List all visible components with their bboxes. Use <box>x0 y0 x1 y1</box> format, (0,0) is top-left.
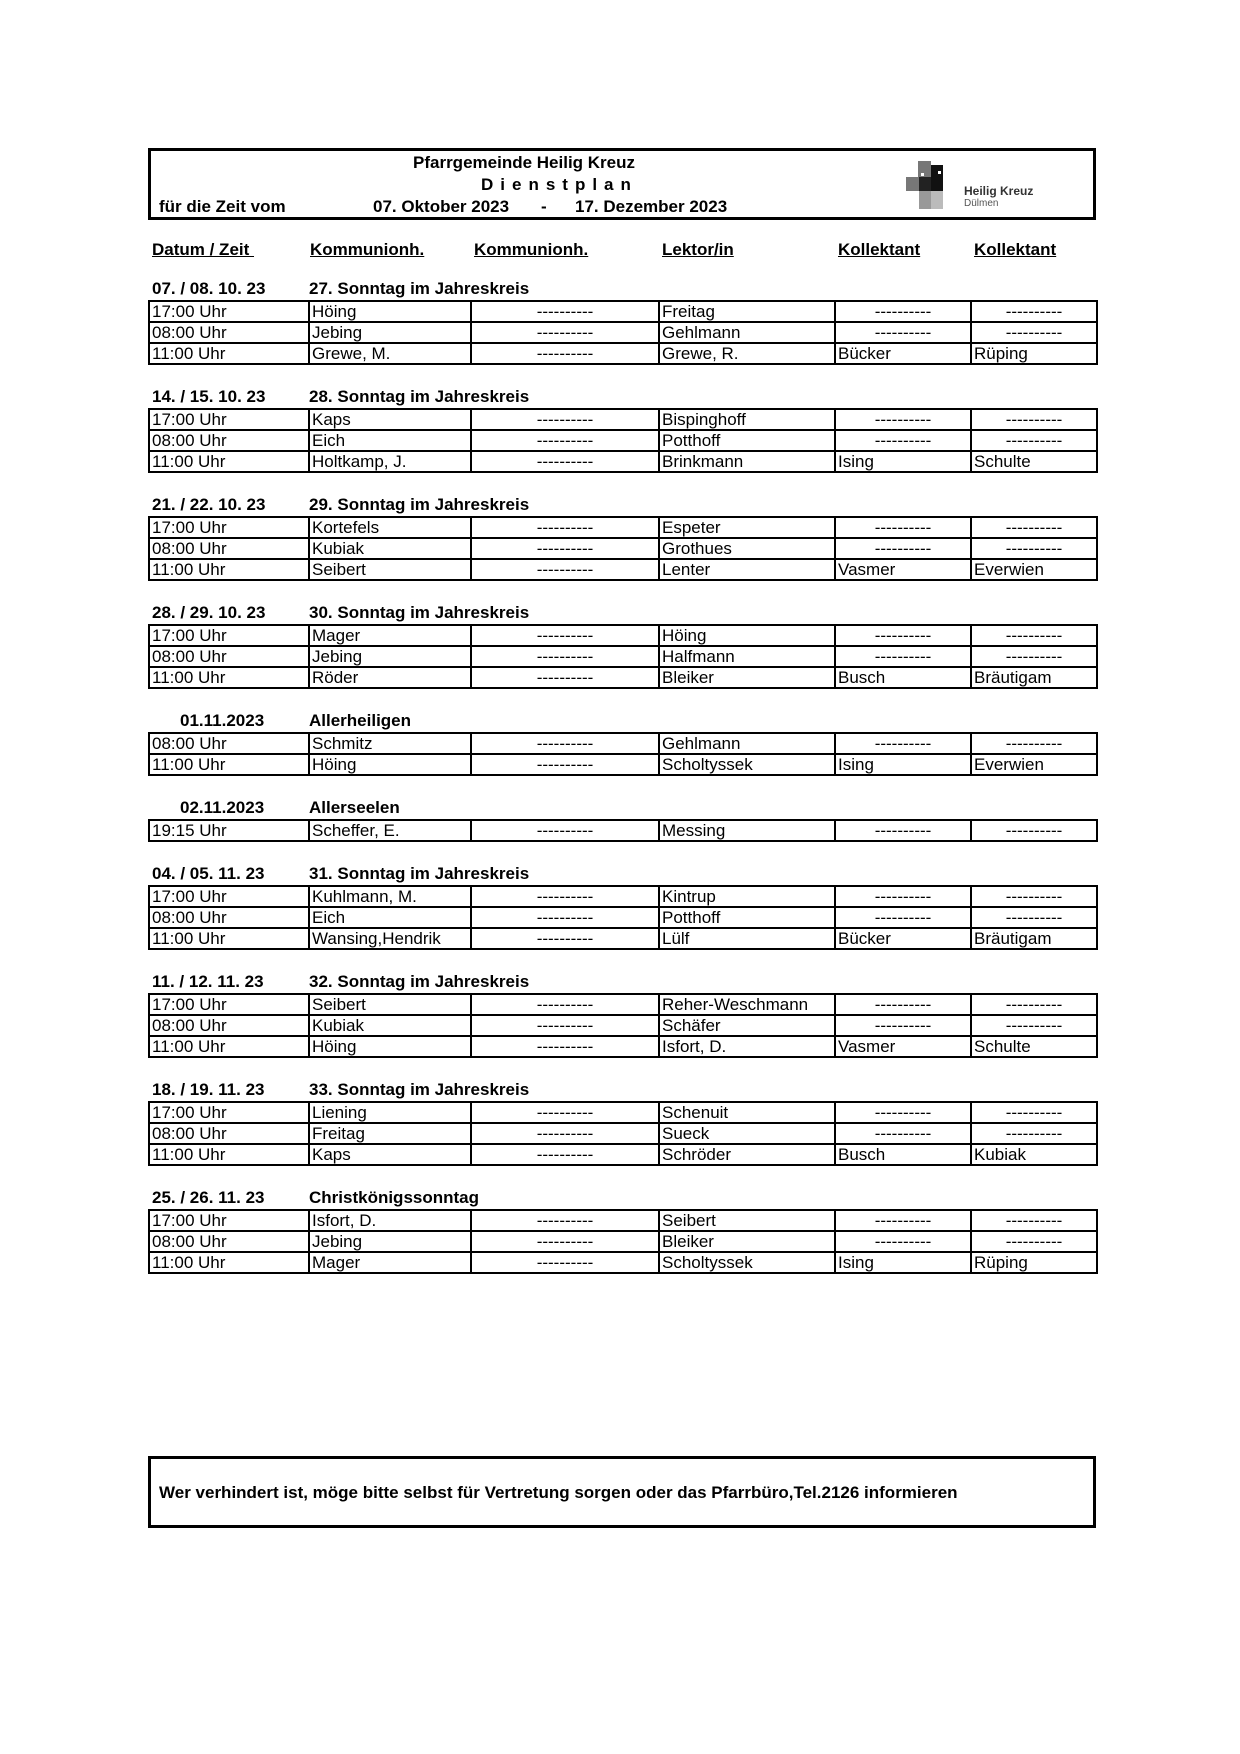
table-cell: ---------- <box>471 1015 659 1036</box>
table-row <box>149 886 1097 907</box>
period-to: 17. Dezember 2023 <box>575 197 728 216</box>
table-cell: ---------- <box>835 301 971 322</box>
table-cell: Vasmer <box>835 559 971 580</box>
table-cell: Bräutigam <box>971 928 1097 949</box>
table-row <box>149 754 1097 775</box>
table-cell: Liening <box>309 1102 471 1123</box>
table-cell: Vasmer <box>835 1036 971 1057</box>
table-cell: ---------- <box>471 667 659 688</box>
table-cell: ---------- <box>971 886 1097 907</box>
section-title <box>148 797 1096 819</box>
table-cell: ---------- <box>471 409 659 430</box>
table-row <box>149 322 1097 343</box>
time-cell: 11:00 Uhr <box>149 1144 309 1165</box>
time-cell: 08:00 Uhr <box>149 430 309 451</box>
table-cell: Freitag <box>309 1123 471 1144</box>
time-cell: 17:00 Uhr <box>149 625 309 646</box>
table-cell: ---------- <box>835 1210 971 1231</box>
section-title <box>148 971 1096 993</box>
table-cell: Potthoff <box>659 430 835 451</box>
table-cell: Bücker <box>835 343 971 364</box>
table-cell: ---------- <box>471 517 659 538</box>
section-date: 25. / 26. 11. 23 <box>152 1188 265 1207</box>
col-header-lektor: Lektor/in <box>662 240 734 259</box>
section-name: 30. Sonntag im Jahreskreis <box>309 603 530 622</box>
table-cell: ---------- <box>835 625 971 646</box>
table-cell: ---------- <box>971 430 1097 451</box>
table-cell: ---------- <box>971 1123 1097 1144</box>
table-cell: Halfmann <box>659 646 835 667</box>
table-cell: ---------- <box>471 343 659 364</box>
time-cell: 11:00 Uhr <box>149 451 309 472</box>
table-cell: ---------- <box>971 733 1097 754</box>
table-cell: Espeter <box>659 517 835 538</box>
table-row <box>149 820 1097 841</box>
time-cell: 08:00 Uhr <box>149 1123 309 1144</box>
time-cell: 11:00 Uhr <box>149 559 309 580</box>
section-name: Christkönigssonntag <box>309 1188 480 1207</box>
col-header-date: Datum / Zeit <box>152 240 255 259</box>
section-name: 31. Sonntag im Jahreskreis <box>309 864 530 883</box>
table-row <box>149 343 1097 364</box>
table-cell: ---------- <box>471 430 659 451</box>
table-cell: Bräutigam <box>971 667 1097 688</box>
section-date: 14. / 15. 10. 23 <box>152 387 266 406</box>
service-table <box>148 885 1098 950</box>
table-cell: Schulte <box>971 451 1097 472</box>
table-row <box>149 1036 1097 1057</box>
table-cell: Jebing <box>309 1231 471 1252</box>
table-cell: Jebing <box>309 322 471 343</box>
table-cell: ---------- <box>835 646 971 667</box>
table-cell: Bleiker <box>659 1231 835 1252</box>
time-cell: 11:00 Uhr <box>149 1036 309 1057</box>
service-table <box>148 516 1098 581</box>
table-cell: ---------- <box>471 646 659 667</box>
section-date: 21. / 22. 10. 23 <box>152 495 266 514</box>
parish-title: Pfarrgemeinde Heilig Kreuz <box>413 153 636 172</box>
col-header-kollektant-2: Kollektant <box>974 240 1057 259</box>
section-date: 11. / 12. 11. 23 <box>152 972 264 991</box>
table-cell: ---------- <box>471 928 659 949</box>
table-cell: Schmitz <box>309 733 471 754</box>
table-cell: Wansing,Hendrik <box>309 928 471 949</box>
time-cell: 08:00 Uhr <box>149 322 309 343</box>
table-row <box>149 451 1097 472</box>
table-row <box>149 1015 1097 1036</box>
table-cell: Kubiak <box>309 538 471 559</box>
table-cell: Isfort, D. <box>309 1210 471 1231</box>
time-cell: 08:00 Uhr <box>149 1015 309 1036</box>
table-cell: ---------- <box>471 1144 659 1165</box>
table-cell: Potthoff <box>659 907 835 928</box>
table-cell: Bleiker <box>659 667 835 688</box>
table-cell: ---------- <box>971 646 1097 667</box>
time-cell: 08:00 Uhr <box>149 907 309 928</box>
section-title <box>148 602 1096 624</box>
table-cell: Kaps <box>309 409 471 430</box>
table-cell: ---------- <box>471 301 659 322</box>
table-cell: ---------- <box>471 820 659 841</box>
table-cell: Seibert <box>309 994 471 1015</box>
time-cell: 17:00 Uhr <box>149 1210 309 1231</box>
time-cell: 11:00 Uhr <box>149 754 309 775</box>
table-row <box>149 1231 1097 1252</box>
table-row <box>149 1252 1097 1273</box>
table-cell: Höing <box>309 754 471 775</box>
table-cell: ---------- <box>835 886 971 907</box>
col-header-kollektant-1: Kollektant <box>838 240 921 259</box>
table-cell: Isfort, D. <box>659 1036 835 1057</box>
section-name: 32. Sonntag im Jahreskreis <box>309 972 530 991</box>
time-cell: 08:00 Uhr <box>149 646 309 667</box>
table-cell: ---------- <box>835 820 971 841</box>
table-row <box>149 1210 1097 1231</box>
time-cell: 17:00 Uhr <box>149 1102 309 1123</box>
table-cell: Jebing <box>309 646 471 667</box>
table-cell: Freitag <box>659 301 835 322</box>
table-cell: Eich <box>309 907 471 928</box>
table-cell: ---------- <box>471 451 659 472</box>
table-cell: ---------- <box>971 322 1097 343</box>
table-cell: Seibert <box>309 559 471 580</box>
table-row <box>149 430 1097 451</box>
table-row <box>149 928 1097 949</box>
time-cell: 17:00 Uhr <box>149 886 309 907</box>
section-name: 33. Sonntag im Jahreskreis <box>309 1080 530 1099</box>
table-cell: Kuhlmann, M. <box>309 886 471 907</box>
table-cell: ---------- <box>471 1231 659 1252</box>
table-cell: Grewe, M. <box>309 343 471 364</box>
section-title <box>148 1187 1096 1209</box>
table-cell: Everwien <box>971 559 1097 580</box>
service-table <box>148 624 1098 689</box>
table-cell: Reher-Weschmann <box>659 994 835 1015</box>
table-cell: ---------- <box>971 1210 1097 1231</box>
table-cell: Kintrup <box>659 886 835 907</box>
time-cell: 11:00 Uhr <box>149 928 309 949</box>
table-cell: ---------- <box>835 1015 971 1036</box>
table-cell: Scheffer, E. <box>309 820 471 841</box>
table-row <box>149 1123 1097 1144</box>
table-row <box>149 538 1097 559</box>
section-date: 07. / 08. 10. 23 <box>152 279 266 298</box>
logo-place: Dülmen <box>964 198 999 209</box>
table-cell: Kubiak <box>309 1015 471 1036</box>
table-cell: ---------- <box>471 1210 659 1231</box>
table-cell: Seibert <box>659 1210 835 1231</box>
period-label: für die Zeit vom <box>159 197 286 216</box>
time-cell: 17:00 Uhr <box>149 301 309 322</box>
table-cell: ---------- <box>971 409 1097 430</box>
table-cell: ---------- <box>471 538 659 559</box>
table-cell: ---------- <box>471 907 659 928</box>
table-cell: ---------- <box>471 625 659 646</box>
column-headers <box>148 234 1096 264</box>
table-row <box>149 409 1097 430</box>
table-cell: ---------- <box>471 1102 659 1123</box>
table-row <box>149 994 1097 1015</box>
table-cell: Höing <box>659 625 835 646</box>
table-cell: Lenter <box>659 559 835 580</box>
table-cell: Ising <box>835 1252 971 1273</box>
table-cell: Kubiak <box>971 1144 1097 1165</box>
table-cell: ---------- <box>971 301 1097 322</box>
table-row <box>149 517 1097 538</box>
time-cell: 11:00 Uhr <box>149 343 309 364</box>
table-cell: ---------- <box>835 517 971 538</box>
table-cell: Kaps <box>309 1144 471 1165</box>
table-cell: ---------- <box>971 1015 1097 1036</box>
table-row <box>149 1102 1097 1123</box>
service-table <box>148 819 1098 842</box>
service-table <box>148 300 1098 365</box>
section-title <box>148 710 1096 732</box>
table-cell: Bispinghoff <box>659 409 835 430</box>
section-name: 28. Sonntag im Jahreskreis <box>309 387 530 406</box>
table-cell: ---------- <box>971 517 1097 538</box>
table-cell: ---------- <box>971 820 1097 841</box>
time-cell: 11:00 Uhr <box>149 667 309 688</box>
table-cell: Grewe, R. <box>659 343 835 364</box>
table-cell: Eich <box>309 430 471 451</box>
table-cell: Rüping <box>971 343 1097 364</box>
table-row <box>149 559 1097 580</box>
table-cell: Everwien <box>971 754 1097 775</box>
table-cell: Scholtyssek <box>659 1252 835 1273</box>
time-cell: 08:00 Uhr <box>149 1231 309 1252</box>
time-cell: 08:00 Uhr <box>149 733 309 754</box>
table-row <box>149 625 1097 646</box>
table-cell: ---------- <box>971 538 1097 559</box>
table-cell: Busch <box>835 667 971 688</box>
time-cell: 19:15 Uhr <box>149 820 309 841</box>
section-name: 27. Sonntag im Jahreskreis <box>309 279 530 298</box>
table-cell: Messing <box>659 820 835 841</box>
table-cell: Kortefels <box>309 517 471 538</box>
table-cell: ---------- <box>835 430 971 451</box>
section-title <box>148 863 1096 885</box>
table-cell: ---------- <box>471 1036 659 1057</box>
table-cell: Holtkamp, J. <box>309 451 471 472</box>
table-cell: ---------- <box>971 1231 1097 1252</box>
period-separator: - <box>541 197 547 216</box>
section-date: 28. / 29. 10. 23 <box>152 603 266 622</box>
table-cell: ---------- <box>971 994 1097 1015</box>
table-cell: Mager <box>309 625 471 646</box>
schedule-sections <box>148 278 1096 1274</box>
table-cell: Schenuit <box>659 1102 835 1123</box>
footer-note: Wer verhindert ist, möge bitte selbst für Vertretung sorgen oder das Pfarrbüro,Tel.2126 informieren <box>159 1483 958 1502</box>
table-cell: Grothues <box>659 538 835 559</box>
table-cell: Schulte <box>971 1036 1097 1057</box>
table-cell: Scholtyssek <box>659 754 835 775</box>
table-row <box>149 907 1097 928</box>
table-cell: Brinkmann <box>659 451 835 472</box>
table-cell: Rüping <box>971 1252 1097 1273</box>
footer-note-box <box>148 1456 1096 1528</box>
time-cell: 17:00 Uhr <box>149 517 309 538</box>
section-date: 01.11.2023 <box>180 711 265 730</box>
col-header-kommunion-2: Kommunionh. <box>474 240 589 259</box>
table-cell: ---------- <box>835 907 971 928</box>
section-title <box>148 278 1096 300</box>
table-row <box>149 646 1097 667</box>
col-header-kommunion-1: Kommunionh. <box>310 240 425 259</box>
section-title <box>148 1079 1096 1101</box>
table-cell: Bücker <box>835 928 971 949</box>
section-name: 29. Sonntag im Jahreskreis <box>309 495 530 514</box>
table-cell: ---------- <box>835 322 971 343</box>
table-cell: Mager <box>309 1252 471 1273</box>
table-cell: ---------- <box>835 538 971 559</box>
table-cell: ---------- <box>471 754 659 775</box>
service-table <box>148 408 1098 473</box>
table-cell: ---------- <box>835 1231 971 1252</box>
period-from: 07. Oktober 2023 <box>373 197 510 216</box>
table-row <box>149 301 1097 322</box>
table-cell: Ising <box>835 754 971 775</box>
table-cell: Gehlmann <box>659 322 835 343</box>
table-cell: ---------- <box>471 733 659 754</box>
table-cell: Höing <box>309 1036 471 1057</box>
section-title <box>148 494 1096 516</box>
table-cell: ---------- <box>835 1102 971 1123</box>
table-cell: ---------- <box>471 1123 659 1144</box>
schedule-page <box>148 148 1096 1274</box>
table-cell: ---------- <box>835 409 971 430</box>
table-cell: ---------- <box>471 994 659 1015</box>
table-cell: Busch <box>835 1144 971 1165</box>
table-cell: ---------- <box>471 559 659 580</box>
service-table <box>148 1209 1098 1274</box>
table-row <box>149 733 1097 754</box>
table-cell: ---------- <box>471 886 659 907</box>
table-cell: Höing <box>309 301 471 322</box>
plan-title: Dienstplan <box>481 175 638 194</box>
section-date: 02.11.2023 <box>180 798 265 817</box>
section-name: Allerheiligen <box>309 711 412 730</box>
table-row <box>149 667 1097 688</box>
section-date: 18. / 19. 11. 23 <box>152 1080 265 1099</box>
table-cell: Gehlmann <box>659 733 835 754</box>
table-row <box>149 1144 1097 1165</box>
table-cell: ---------- <box>835 1123 971 1144</box>
time-cell: 17:00 Uhr <box>149 994 309 1015</box>
section-title <box>148 386 1096 408</box>
section-date: 04. / 05. 11. 23 <box>152 864 265 883</box>
time-cell: 17:00 Uhr <box>149 409 309 430</box>
section-name: Allerseelen <box>309 798 400 817</box>
table-cell: Lülf <box>659 928 835 949</box>
logo-name: Heilig Kreuz <box>964 184 1034 198</box>
table-cell: ---------- <box>471 1252 659 1273</box>
header-box <box>148 148 1096 220</box>
table-cell: ---------- <box>971 907 1097 928</box>
table-cell: Schröder <box>659 1144 835 1165</box>
table-cell: ---------- <box>835 733 971 754</box>
table-cell: ---------- <box>971 625 1097 646</box>
table-cell: Sueck <box>659 1123 835 1144</box>
time-cell: 08:00 Uhr <box>149 538 309 559</box>
service-table <box>148 732 1098 776</box>
table-cell: Schäfer <box>659 1015 835 1036</box>
table-cell: ---------- <box>835 994 971 1015</box>
service-table <box>148 1101 1098 1166</box>
table-cell: Röder <box>309 667 471 688</box>
table-cell: ---------- <box>471 322 659 343</box>
table-cell: Ising <box>835 451 971 472</box>
service-table <box>148 993 1098 1058</box>
table-cell: ---------- <box>971 1102 1097 1123</box>
time-cell: 11:00 Uhr <box>149 1252 309 1273</box>
